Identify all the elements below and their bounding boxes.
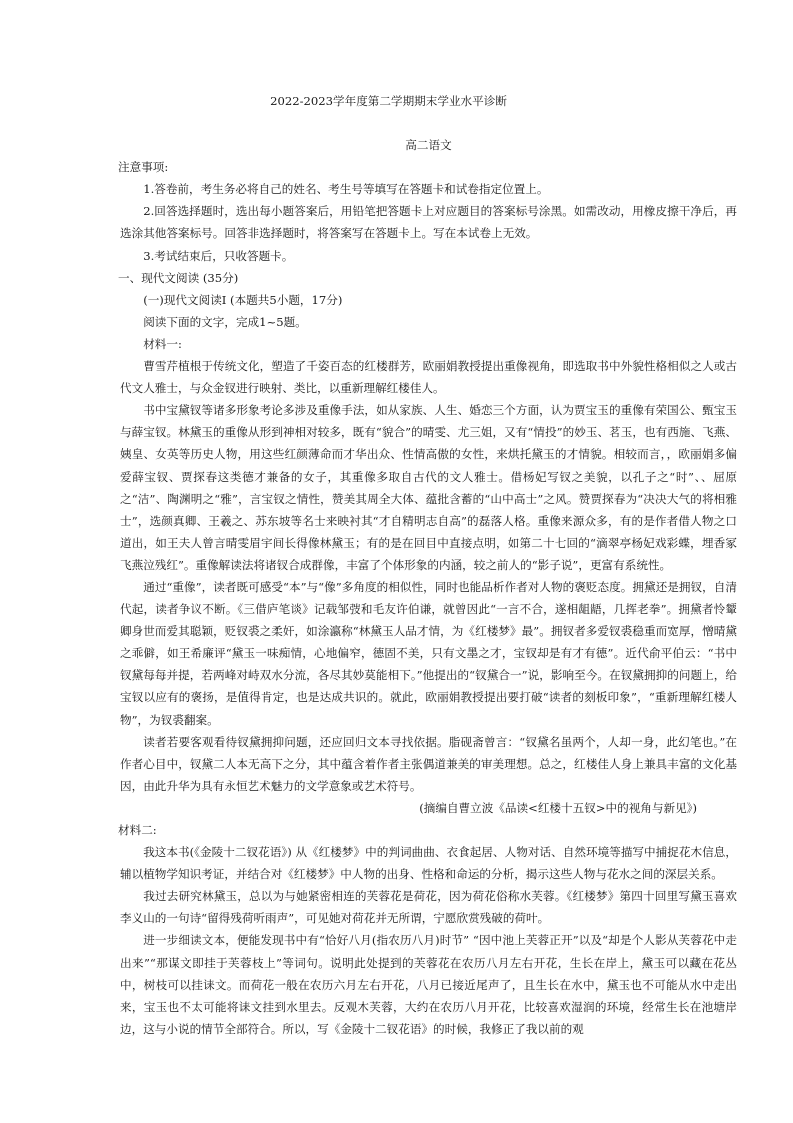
material-paragraph: 书中宝黛钗等诸多形象考论多涉及重像手法，如从家族、人生、婚恋三个方面，认为贾宝玉的重像有荣国公、甄宝玉与薛宝钗。林黛玉的重像从形到神相对较多，既有“貌合”的晴雯、尤三姐，又有“情投”的妙玉、茗玉，也有西施、飞燕、姨皇、女英等历史人物，用这些红颜薄命而才华出众、性情高傲的女性，来烘托黛玉的才情貌。相较而言，，欧丽娟多偏爱薛宝钗、贾探春这类德才兼备的女子，其重像多取自古代的文人雅士。借杨妃写钗之美貌，以孔子之“时”、、屈原之“洁”、陶渊明之“雅”，言宝钗之情性，赞美其周全大体、蕴批含蓄的“山中高士”之风。赞贾探春为“决决大气的将相雅士”，选颜真卿、王羲之、苏东坡等名士来映衬其“才自精明志自高”的磊落人格。重像来源众多，有的是作者借人物之口道出，如王夫人曾言晴雯眉宇间长得像林黛玉；有的是在回目中直接点明，如第二十七回的“滴翠亭杨妃戏彩蝶，埋香冢飞燕泣残红”。重像解读法将诸钗合成群像，丰富了个体形象的内涵，较之前人的“影子说”，更富有系统性。 [120, 403, 737, 572]
material-paragraph: 我这本书(《金陵十二钗花语》) 从《红楼梦》中的判词曲曲、衣食起居、人物对话、自然环境等描写中捕捉花木信息，辅以植物学知识考证，并结合对《红楼梦》中人物的出身、性格和命运的分析，揭示这些人物与花水之间的深层关系。 [120, 845, 737, 882]
section-heading: 一、现代文阅读 (35分) [118, 270, 239, 285]
notice-item: 3.考试结束后，只收答题卡。 [143, 248, 294, 263]
material-paragraph: 曹雪芹植根于传统文化，塑造了千姿百态的红楼群芳，欧丽娟教授提出重像视角，即选取书中外貌性格相似之人或古代文人雅士，与众金钗进行映射、类比，以重新理解红楼佳人。 [120, 359, 737, 396]
material-paragraph: 我过去研究林黛玉，总以为与她紧密相连的芙蓉花是荷花，因为荷花俗称水芙蓉。《红楼梦》第四十回里写黛玉喜欢李义山的一句诗“留得残荷听雨声”，可见她对荷花并无所谓，宁愿欣赏残破的荷叶。 [120, 889, 737, 926]
notice-item: 2.回答选择题时，选出每小题答案后，用铅笔把答题卡上对应题目的答案标号涂黑。如需改动，用橡皮擦干净后，再选涂其他答案标号。回答非选择题时，将答案写在答题卡上。写在本试卷上无效。 [120, 204, 737, 241]
material-paragraph: 读者若要客观看待钗黛拥抑问题，还应回归文本寻找依据。脂砚斋曾言：“钗黛名虽两个，人却一身，此幻笔也。”在作者心目中，钗黛二人本无高下之分，其中蕴含着作者主张偶道兼美的审美理想。总之，红楼佳人身上兼具丰富的文化基因，由此升华为具有永恒艺术魅力的文学意象或艺术符号。 [120, 734, 737, 793]
notice-block [120, 156, 737, 266]
subject-title: 高二语文 [405, 138, 452, 153]
exam-title: 2022-2023学年度第二学期期末学业水平诊断 [270, 94, 507, 108]
sub-section-heading: (一)现代文阅读Ⅰ (本题共5小题，17分) [143, 292, 343, 307]
notice-item: 1.答卷前，考生务必将自己的姓名、考生号等填写在答题卡和试卷指定位置上。 [143, 182, 549, 197]
reading-instruction: 阅读下面的文字，完成1~5题。 [143, 314, 307, 329]
section-modern-reading [120, 267, 737, 1040]
notice-heading: 注意事项: [118, 160, 169, 175]
material-label: 材料一: [143, 336, 182, 351]
material-two [120, 819, 737, 1040]
material-one [120, 333, 737, 819]
material-paragraph: 通过“重像”，读者既可感受“本”与“像”多角度的相似性，同时也能品析作者对人物的褒贬态度。拥黛还是拥钗，自清代起，读者争议不断。《三借庐笔谈》记载邹弢和毛友许伯谦，就曾因此“一言不合，遂相龃龉，几挥老拳”。拥黛者怜颦卿身世而爱其聪颖，贬钗裘之柔奸，如涂瀛称“林黛玉人品才情，为《红楼梦》最”。拥钗者多爱钗裘稳重而宽厚，憎晴黛之乖僻，如王希廉评“黛玉一味痴情，心地偏窄，德固不美，只有文墨之才，宝钗却是有才有德”。近代俞平伯云：“书中钗黛每每并提，若两峰对峙双水分流，各尽其妙莫能相下。”他提出的“钗黛合一”说，影响至今。在钗黛拥抑的问题上，给宝钗以应有的褒扬，是值得肯定，也是达成共识的。就此，欧丽娟教授提出要打破“读者的刻板印象”，“重新理解红楼人物”，为钗裘翻案。 [120, 579, 737, 727]
material-paragraph: 进一步细读文本，便能发现书中有“恰好八月(指农历八月)时节” “因中池上芙蓉正开”以及“却是个人影从芙蓉花中走出来”“那谋文即挂于芙蓉枝上”等词句。说明此处提到的芙蓉花在农历八月左右开花，生长在岸上，黛玉可以藏在花丛中，树枝可以挂诔文。而荷花一般在农历六月左右开花，八月已接近尾声了，且生长在水中，黛玉也不可能从水中走出来，宝玉也不太可能将诔文挂到水里去。反观木芙蓉，大约在农历八月开花，比较喜欢湿润的环境，经常生长在池塘岸边，这与小说的情节全部符合。所以，写《金陵十二钗花语》的时候，我修正了我以前的观 [120, 933, 737, 1036]
material-source: (摘编自曹立波《品读<红楼十五钗>中的视角与新见》) [419, 800, 697, 815]
material-label: 材料二: [118, 823, 157, 837]
